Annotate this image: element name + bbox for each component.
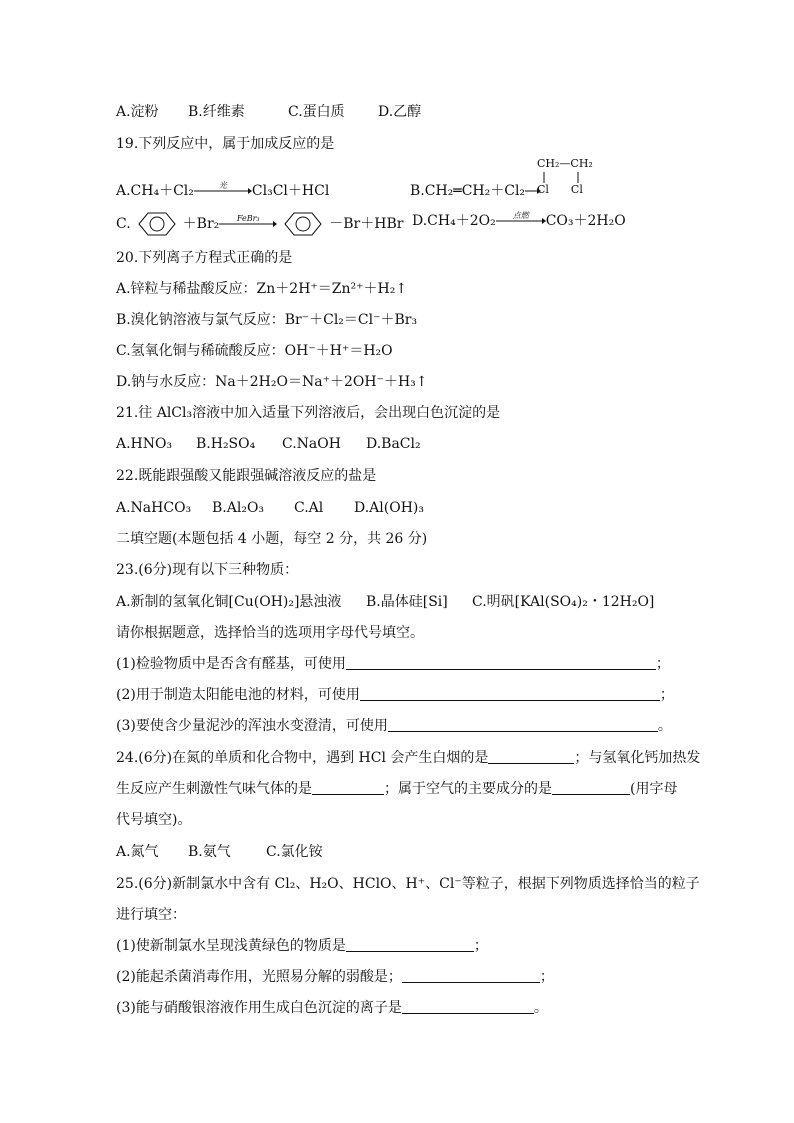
answer-blank[interactable]: [360, 686, 660, 701]
q25-part-3: [116, 998, 548, 1018]
answer-blank[interactable]: [488, 749, 574, 764]
q20-option-a: A.锌粒与稀盐酸反应：Zn＋2H⁺＝Zn²⁺＋H₂↑: [116, 281, 408, 297]
reaction-arrow: [219, 214, 277, 228]
option-d: D.Al(OH)₃: [354, 500, 424, 516]
arrow-condition: 点燃: [512, 211, 529, 220]
q25-line-1: 25.(6分)新制氯水中含有 Cl₂、H₂O、HClO、H⁺、Cl⁻等粒子，根据下列物质选择恰当的粒子: [116, 876, 700, 892]
section-heading: 二填空题(本题包括 4 小题，每空 2 分，共 26 分): [116, 531, 428, 547]
q19-a-left: A.CH₄＋Cl₂: [116, 183, 194, 199]
q19-d-right: CO₃＋2H₂O: [545, 213, 626, 229]
q20-option-c: C.氢氧化铜与稀硫酸反应：OH⁻＋H⁺＝H₂O: [116, 343, 393, 359]
q22-options: [116, 498, 424, 518]
answer-blank[interactable]: [402, 999, 534, 1014]
prompt: (2)能起杀菌消毒作用，光照易分解的弱酸是；: [116, 969, 402, 985]
q19-c-plus: ＋Br₂: [182, 216, 220, 232]
option-b: B.氨气: [188, 844, 231, 860]
option-a: A.新制的氢氧化铜[Cu(OH)₂]悬浊液: [116, 594, 342, 610]
q19-b-left: B.CH₂═CH₂＋Cl₂: [410, 183, 526, 199]
prompt: (1)检验物质中是否含有醛基，可使用: [116, 656, 346, 672]
answer-blank[interactable]: [552, 780, 630, 795]
q24-line-1: [116, 748, 700, 768]
option-b: B.Al₂O₃: [212, 500, 265, 516]
option-b: B.H₂SO₄: [196, 436, 256, 452]
q19-a-right: Cl₃Cl＋HCl: [251, 183, 330, 199]
q25-line-2: 进行填空：: [116, 907, 186, 923]
option-c: C.氯化铵: [266, 844, 323, 860]
q23-part-1: [116, 654, 670, 674]
option-d: D.乙醇: [378, 104, 422, 120]
text: 生反应产生刺激性气味气体的是: [116, 781, 312, 797]
q21-options: [116, 434, 421, 454]
q19-c-label: C.: [116, 216, 131, 232]
text: 24.(6分)在氮的单质和化合物中，遇到 HCl 会产生白烟的是: [116, 750, 489, 766]
text: (用字母: [630, 781, 678, 797]
q23-part-2: [116, 685, 674, 705]
answer-blank[interactable]: [312, 780, 384, 795]
punct: ；: [539, 969, 554, 985]
text: ；属于空气的主要成分的是: [384, 781, 552, 797]
option-d: D.BaCl₂: [366, 436, 421, 452]
q24-line-3: 代号填空)。: [116, 812, 192, 828]
option-b: B.晶体硅[Si]: [366, 594, 448, 610]
q23-options: [116, 592, 654, 612]
text: ；与氢氧化钙加热发: [574, 750, 701, 766]
benzene-ring-icon: [277, 211, 329, 237]
answer-blank[interactable]: [402, 968, 540, 983]
q21-stem: 21.往 AlCl₃溶液中加入适量下列溶液后，会出现白色沉淀的是: [116, 405, 501, 421]
punct: ；: [473, 938, 488, 954]
punct: 。: [533, 1000, 548, 1016]
option-a: A.HNO₃: [116, 436, 173, 452]
benzene-ring-icon: [131, 211, 183, 237]
answer-blank[interactable]: [346, 937, 474, 952]
option-c: C.NaOH: [282, 436, 341, 452]
option-c: C.蛋白质: [288, 104, 345, 120]
reaction-arrow: [496, 211, 546, 225]
answer-blank[interactable]: [388, 717, 658, 732]
q23-part-3: [116, 716, 672, 736]
q19-b-product-bottom: Cl Cl: [537, 183, 583, 196]
reaction-arrow: [194, 181, 252, 195]
q24-options: [116, 842, 323, 862]
q20-option-b: B.溴化钠溶液与氯气反应：Br⁻＋Cl₂＝Cl⁻＋Br₃: [116, 312, 418, 328]
q19-b-product-top: CH₂—CH₂: [537, 157, 593, 170]
prompt: (3)要使含少量泥沙的浑浊水变澄清，可使用: [116, 718, 388, 734]
arrow-condition: FeBr₃: [236, 214, 260, 223]
option-b: B.纤维素: [188, 104, 245, 120]
option-a: A.NaHCO₃: [116, 500, 192, 516]
q19-c-right: －Br＋HBr: [329, 216, 404, 232]
q19-option-d: [412, 211, 626, 231]
punct: 。: [657, 718, 672, 734]
prompt: (2)用于制造太阳能电池的材料，可使用: [116, 687, 360, 703]
q19-d-left: D.CH₄＋2O₂: [412, 213, 496, 229]
q25-part-1: [116, 936, 488, 956]
option-a: A.淀粉: [116, 104, 159, 120]
option-c: C.Al: [294, 500, 324, 516]
q20-option-d: D.钠与水反应：Na＋2H₂O＝Na⁺＋2OH⁻＋H₃↑: [116, 374, 428, 390]
q23-stem: 23.(6分)现有以下三种物质：: [116, 562, 299, 578]
q19-option-b: [410, 181, 541, 201]
option-a: A.氮气: [116, 844, 159, 860]
q23-instruction: 请你根据题意，选择恰当的选项用字母代号填空。: [116, 625, 424, 641]
q22-stem: 22.既能跟强酸又能跟强碱溶液反应的盐是: [116, 468, 377, 484]
punct: ；: [655, 656, 670, 672]
q18-options: [116, 102, 421, 122]
q24-line-2: [116, 779, 677, 799]
prompt: (1)使新制氯水呈现浅黄绿色的物质是: [116, 938, 346, 954]
prompt: (3)能与硝酸银溶液作用生成白色沉淀的离子是: [116, 1000, 402, 1016]
q19-option-c: [116, 211, 403, 237]
q20-stem: 20.下列离子方程式正确的是: [116, 250, 293, 266]
q25-part-2: [116, 967, 554, 987]
punct: ；: [659, 687, 674, 703]
answer-blank[interactable]: [346, 655, 656, 670]
option-c: C.明矾[KAl(SO₄)₂・12H₂O]: [472, 594, 655, 610]
q19-option-a: [116, 181, 329, 201]
q19-stem: 19.下列反应中，属于加成反应的是: [116, 136, 335, 152]
arrow-condition: 光: [218, 181, 227, 190]
